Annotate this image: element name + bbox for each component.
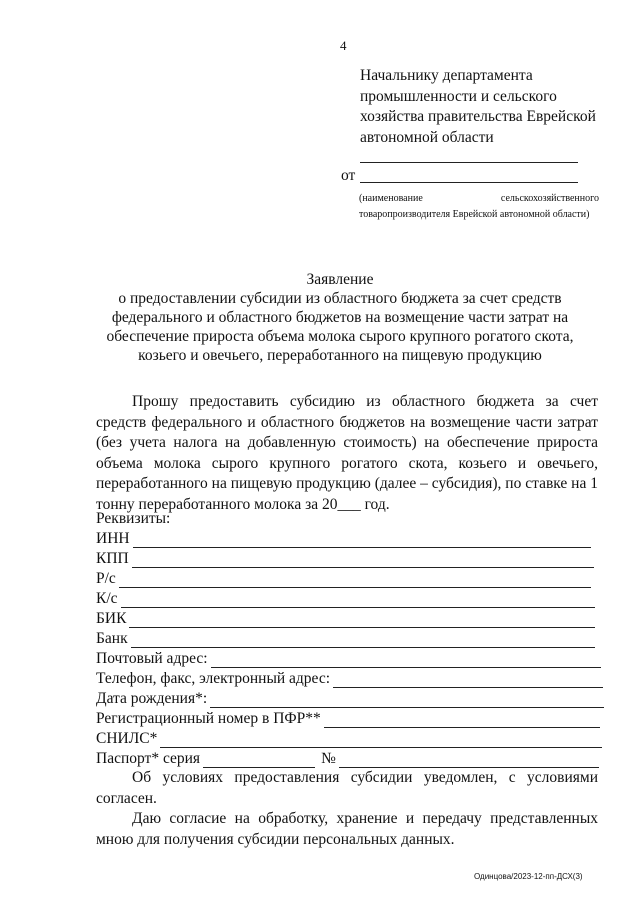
- field-contacts-label: Телефон, факс, электронный адрес:: [96, 670, 331, 687]
- consent-text: Даю согласие на обработку, хранение и передачу представленных мною для получения субсидии персональных данных.: [96, 810, 598, 848]
- addressee-block: Начальнику департамента промышленности и сельского хозяйства правительства Еврейской автономной области: [360, 67, 596, 146]
- field-postal: [96, 648, 601, 668]
- field-bik: [96, 608, 595, 628]
- conditions-paragraph: [96, 768, 598, 809]
- field-ks: [96, 588, 595, 608]
- field-kpp-line[interactable]: [132, 553, 594, 568]
- field-birth-date-label: Дата рождения*:: [96, 690, 208, 707]
- from-label: от: [341, 167, 356, 184]
- addressee-blank-line: [360, 162, 578, 163]
- conditions-text: Об условиях предоставления субсидии уведомлен, с условиями согласен.: [96, 769, 598, 807]
- title-heading: Заявление: [306, 271, 374, 288]
- field-bik-label: БИК: [96, 610, 127, 627]
- title-subtitle: о предоставлении субсидии из областного бюджета за счет средств федерального и областного бюджетов на возмещение части затрат на обеспечение прироста объема молока сырого крупного рогатого скота, козьего и овечьего, переработанного на пищевую продукцию: [106, 290, 574, 364]
- footer-code: Одинцова/2023-12-пп-ДСХ(3): [474, 872, 583, 881]
- field-postal-line[interactable]: [211, 653, 601, 668]
- applicant-name-line: [360, 182, 578, 183]
- field-rs: [96, 568, 591, 588]
- field-inn-label: ИНН: [96, 530, 130, 547]
- field-rs-line[interactable]: [119, 573, 591, 588]
- field-inn: [96, 528, 591, 548]
- field-inn-line[interactable]: [133, 533, 591, 548]
- field-ks-label: К/с: [96, 590, 118, 607]
- field-passport: [96, 748, 599, 768]
- field-passport-number-label: №: [321, 750, 336, 767]
- field-bank: [96, 628, 595, 648]
- field-snils: [96, 728, 602, 748]
- field-snils-label: СНИЛС*: [96, 730, 158, 747]
- field-ks-line[interactable]: [121, 593, 595, 608]
- field-contacts-line[interactable]: [333, 673, 603, 688]
- field-passport-series-label: Паспорт* серия: [96, 750, 201, 767]
- field-pfr-line[interactable]: [324, 713, 600, 728]
- consent-paragraph: [96, 809, 598, 850]
- field-birth-date: [96, 688, 604, 708]
- field-bik-line[interactable]: [129, 613, 595, 628]
- field-passport-number-line[interactable]: [339, 753, 599, 768]
- field-contacts: [96, 668, 603, 688]
- document-title: [80, 270, 600, 365]
- applicant-note: (наименование сельскохозяйственного товаропроизводителя Еврейской автономной области): [359, 193, 599, 220]
- field-bank-line[interactable]: [131, 633, 595, 648]
- field-bank-label: Банк: [96, 630, 128, 647]
- request-paragraph: [96, 392, 598, 515]
- page-number: 4: [340, 38, 347, 53]
- field-postal-label: Почтовый адрес:: [96, 650, 208, 667]
- field-kpp: [96, 548, 594, 568]
- field-pfr-label: Регистрационный номер в ПФР**: [96, 710, 321, 727]
- field-snils-line[interactable]: [160, 733, 602, 748]
- field-birth-date-line[interactable]: [210, 693, 604, 708]
- field-rs-label: Р/с: [96, 570, 116, 587]
- field-kpp-label: КПП: [96, 550, 129, 567]
- request-text: Прошу предоставить субсидию из областного бюджета за счет средств федерального и областного бюджетов на возмещение части затрат (без учета налога на добавленную стоимость) на обеспечение прироста объема молока сырого крупного рогатого скота, козьего и овечьего, переработанного на пищевую продукцию (далее – субсидия), по ставке на 1 тонну переработанного молока за 20___ год.: [96, 393, 598, 513]
- requisites-label: Реквизиты:: [96, 510, 171, 527]
- field-pfr: [96, 708, 600, 728]
- field-passport-series-line[interactable]: [203, 753, 315, 768]
